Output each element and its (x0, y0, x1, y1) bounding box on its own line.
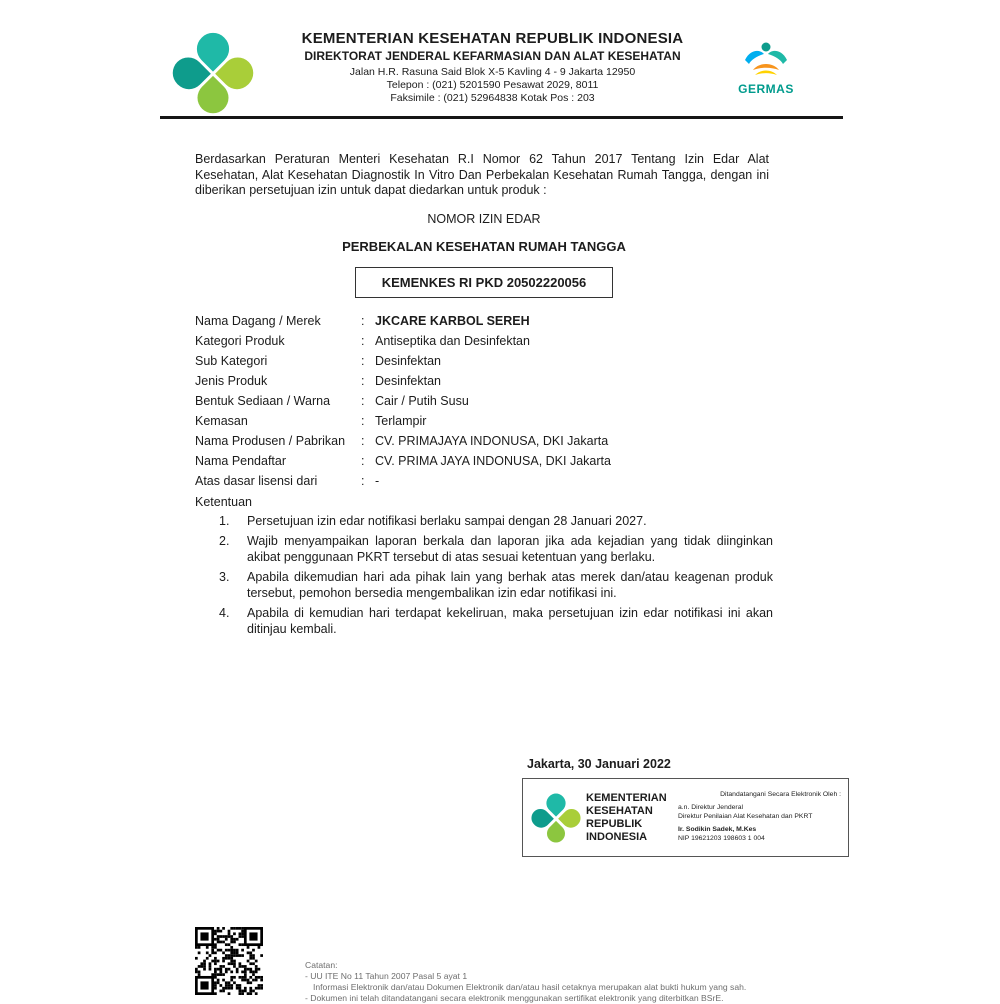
detail-row (195, 391, 773, 411)
term-number: 2. (219, 533, 230, 548)
term-item (195, 569, 773, 602)
detail-value: CV. PRIMA JAYA INDONUSA, DKI Jakarta (375, 454, 611, 468)
license-number: KEMENKES RI PKD 20502220056 (355, 267, 614, 298)
kemenkes-logo-icon (180, 36, 246, 102)
signer-nip: NIP 19621203 198603 1 004 (678, 835, 765, 843)
footnote-line: Informasi Elektronik dan/atau Dokumen Elektronik dan/atau hasil cetaknya merupakan alat bukti hukum yang sah. (313, 982, 747, 992)
detail-colon: : (361, 354, 365, 368)
ministry-line: INDONESIA (586, 830, 648, 843)
detail-row (195, 431, 773, 451)
electronic-signature-box (522, 778, 849, 857)
detail-label: Sub Kategori (195, 354, 268, 368)
detail-colon: : (361, 334, 365, 348)
qr-code (195, 927, 263, 995)
signer-position: Direktur Penilaian Alat Kesehatan dan PKRT (678, 813, 813, 821)
signed-by-label: Ditandatangani Secara Elektronik Oleh : (720, 791, 841, 799)
detail-label: Atas dasar lisensi dari (195, 474, 318, 488)
germas-label: GERMAS (738, 82, 794, 96)
detail-row (195, 451, 773, 471)
category-title: PERBEKALAN KESEHATAN RUMAH TANGGA (342, 239, 626, 254)
term-number: 4. (219, 605, 230, 620)
license-number-wrapper (195, 267, 773, 298)
kemenkes-logo-small-icon (530, 798, 582, 838)
detail-label: Bentuk Sediaan / Warna (195, 394, 331, 408)
term-text: Wajib menyampaikan laporan berkala dan laporan jika ada kejadian yang tidak diinginkan akibat penggunaan PKRT tersebut di atas sesuai ketentuan yang berlaku. (247, 533, 773, 564)
detail-value: Cair / Putih Susu (375, 394, 469, 408)
address-line: Jalan H.R. Rasuna Said Blok X-5 Kavling 4 - 9 Jakarta 12950 (349, 66, 636, 78)
detail-value: Desinfektan (375, 354, 442, 368)
ministry-line: KEMENTERIAN (586, 791, 667, 804)
signature-ministry-name (586, 792, 672, 844)
intro-paragraph: Berdasarkan Peraturan Menteri Kesehatan R.I Nomor 62 Tahun 2017 Tentang Izin Edar Alat Kesehatan, Alat Kesehatan Diagnostik In Vitro Dan Perbekalan Kesehatan Rumah Tangga, dengan ini diberikan persetujuan izin untuk dapat diedarkan untuk produk : (195, 152, 769, 198)
term-text: Persetujuan izin edar notifikasi berlaku sampai dengan 28 Januari 2027. (247, 514, 647, 528)
detail-colon: : (361, 394, 365, 408)
detail-row (195, 371, 773, 391)
footnote-line: - Dokumen ini telah ditandatangani secara elektronik menggunakan sertifikat elektronik yang diterbitkan BSrE. (305, 993, 724, 1003)
detail-row (195, 331, 773, 351)
detail-label: Nama Pendaftar (195, 454, 287, 468)
signature-info (678, 791, 841, 844)
terms-title: Ketentuan (195, 495, 252, 509)
detail-value: - (375, 474, 380, 488)
header-divider (160, 116, 843, 119)
signer-an-line: a.n. Direktur Jenderal (678, 803, 743, 811)
term-text: Apabila dikemudian hari ada pihak lain yang berhak atas merek dan/atau keagenan produk tersebut, pemohon bersedia mengembalikan izin edar notifikasi ini. (247, 569, 773, 600)
directorate-name: DIREKTORAT JENDERAL KEFARMASIAN DAN ALAT KESEHATAN (304, 49, 681, 63)
term-item (195, 605, 773, 638)
germas-figure-icon (737, 40, 795, 76)
term-item (195, 533, 773, 566)
ministry-line: REPUBLIK (586, 817, 643, 830)
letterhead (270, 30, 715, 104)
detail-label: Kemasan (195, 414, 248, 428)
detail-value: Terlampir (375, 414, 427, 428)
nomor-izin-edar-title: NOMOR IZIN EDAR (427, 212, 541, 226)
ministry-line: KESEHATAN (586, 804, 653, 817)
detail-value: CV. PRIMAJAYA INDONUSA, DKI Jakarta (375, 434, 609, 448)
term-text: Apabila di kemudian hari terdapat kekeliruan, maka persetujuan izin edar notifikasi ini akan ditinjau kembali. (247, 605, 773, 636)
detail-colon: : (361, 414, 365, 428)
detail-label: Nama Produsen / Pabrikan (195, 434, 346, 448)
footnotes (305, 960, 865, 1004)
detail-row (195, 351, 773, 371)
detail-value: JKCARE KARBOL SEREH (375, 314, 530, 328)
term-number: 3. (219, 569, 230, 584)
detail-colon: : (361, 474, 365, 488)
phone-line: Telepon : (021) 5201590 Pesawat 2029, 8011 (386, 79, 599, 91)
detail-label: Jenis Produk (195, 374, 268, 388)
footnotes-title: Catatan: (305, 960, 338, 970)
signer-name: Ir. Sodikin Sadek, M.Kes (678, 825, 757, 833)
detail-row (195, 311, 773, 331)
detail-row (195, 411, 773, 431)
term-number: 1. (219, 514, 230, 528)
terms-section (195, 493, 773, 641)
fax-line: Faksimile : (021) 52964838 Kotak Pos : 203 (390, 92, 595, 104)
detail-value: Desinfektan (375, 374, 442, 388)
footnote-line: - UU ITE No 11 Tahun 2007 Pasal 5 ayat 1 (305, 971, 468, 981)
detail-colon: : (361, 314, 365, 328)
detail-label: Kategori Produk (195, 334, 285, 348)
ministry-name: KEMENTERIAN KESEHATAN REPUBLIK INDONESIA (301, 30, 684, 47)
product-details (195, 311, 773, 491)
germas-logo (733, 40, 799, 96)
detail-label: Nama Dagang / Merek (195, 314, 321, 328)
detail-colon: : (361, 454, 365, 468)
place-date: Jakarta, 30 Januari 2022 (527, 757, 671, 771)
detail-colon: : (361, 374, 365, 388)
detail-row (195, 471, 773, 491)
term-item (195, 513, 773, 530)
detail-value: Antiseptika dan Desinfektan (375, 334, 530, 348)
detail-colon: : (361, 434, 365, 448)
